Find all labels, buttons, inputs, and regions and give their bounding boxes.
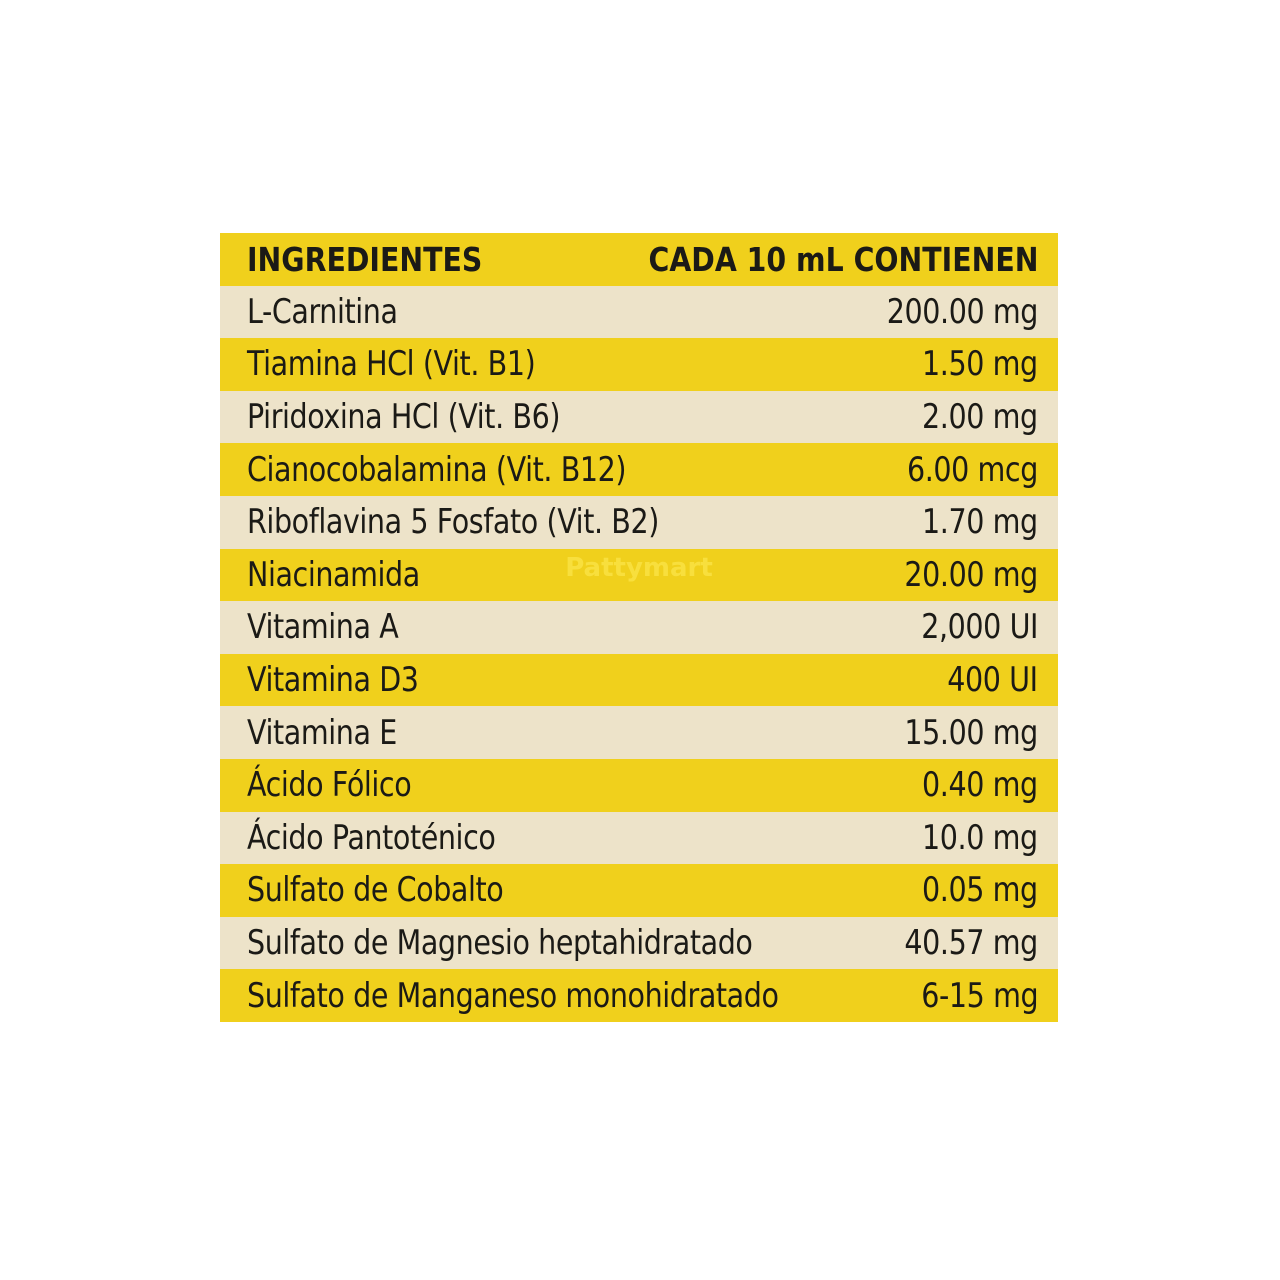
- table-row: [220, 443, 1058, 496]
- header-amount-label: CADA 10 mL CONTIENEN: [647, 239, 1038, 279]
- ingredient-name: Riboflavina 5 Fosfato (Vit. B2): [247, 502, 659, 543]
- ingredient-amount: 1.70 mg: [922, 502, 1038, 543]
- ingredient-amount: 2.00 mg: [922, 397, 1038, 438]
- ingredients-table: [220, 233, 1058, 1022]
- watermark: Pattymart: [565, 553, 713, 583]
- ingredient-name: Vitamina A: [247, 607, 399, 648]
- ingredient-amount: 20.00 mg: [904, 554, 1038, 595]
- ingredient-amount: 40.57 mg: [904, 923, 1038, 964]
- table-row: [220, 917, 1058, 970]
- ingredient-name: Vitamina E: [247, 712, 397, 753]
- table-row: [220, 601, 1058, 654]
- ingredient-name: Vitamina D3: [247, 660, 419, 701]
- ingredient-name: Sulfato de Magnesio heptahidratado: [247, 923, 753, 964]
- ingredient-name: Cianocobalamina (Vit. B12): [247, 449, 627, 490]
- table-row: [220, 286, 1058, 339]
- ingredient-name: Piridoxina HCl (Vit. B6): [247, 397, 561, 438]
- ingredient-amount: 0.40 mg: [922, 765, 1038, 806]
- ingredient-name: Ácido Pantoténico: [247, 817, 496, 858]
- ingredient-amount: 15.00 mg: [904, 712, 1038, 753]
- ingredient-name: Ácido Fólico: [247, 765, 412, 806]
- table-header: [220, 233, 1058, 286]
- ingredient-amount: 1.50 mg: [922, 344, 1038, 385]
- ingredient-name: Sulfato de Manganeso monohidratado: [247, 975, 779, 1016]
- table-row: [220, 706, 1058, 759]
- table-row: [220, 338, 1058, 391]
- ingredient-name: Sulfato de Cobalto: [247, 870, 504, 911]
- table-row: [220, 759, 1058, 812]
- ingredient-name: Tiamina HCl (Vit. B1): [247, 344, 536, 385]
- ingredient-amount: 200.00 mg: [886, 291, 1038, 332]
- header-ingredients-label: INGREDIENTES: [247, 239, 483, 279]
- table-row: [220, 496, 1058, 549]
- ingredient-amount: 2,000 UI: [921, 607, 1038, 648]
- table-row: [220, 549, 1058, 602]
- ingredient-name: Niacinamida: [247, 554, 420, 595]
- ingredient-amount: 400 UI: [947, 660, 1038, 701]
- ingredient-amount: 10.0 mg: [922, 817, 1038, 858]
- ingredient-amount: 0.05 mg: [922, 870, 1038, 911]
- table-row: [220, 864, 1058, 917]
- ingredient-amount: 6.00 mcg: [907, 449, 1038, 490]
- table-row: [220, 969, 1058, 1022]
- table-row: [220, 812, 1058, 865]
- ingredient-name: L-Carnitina: [247, 291, 398, 332]
- ingredient-amount: 6-15 mg: [921, 975, 1038, 1016]
- table-row: [220, 391, 1058, 444]
- table-row: [220, 654, 1058, 707]
